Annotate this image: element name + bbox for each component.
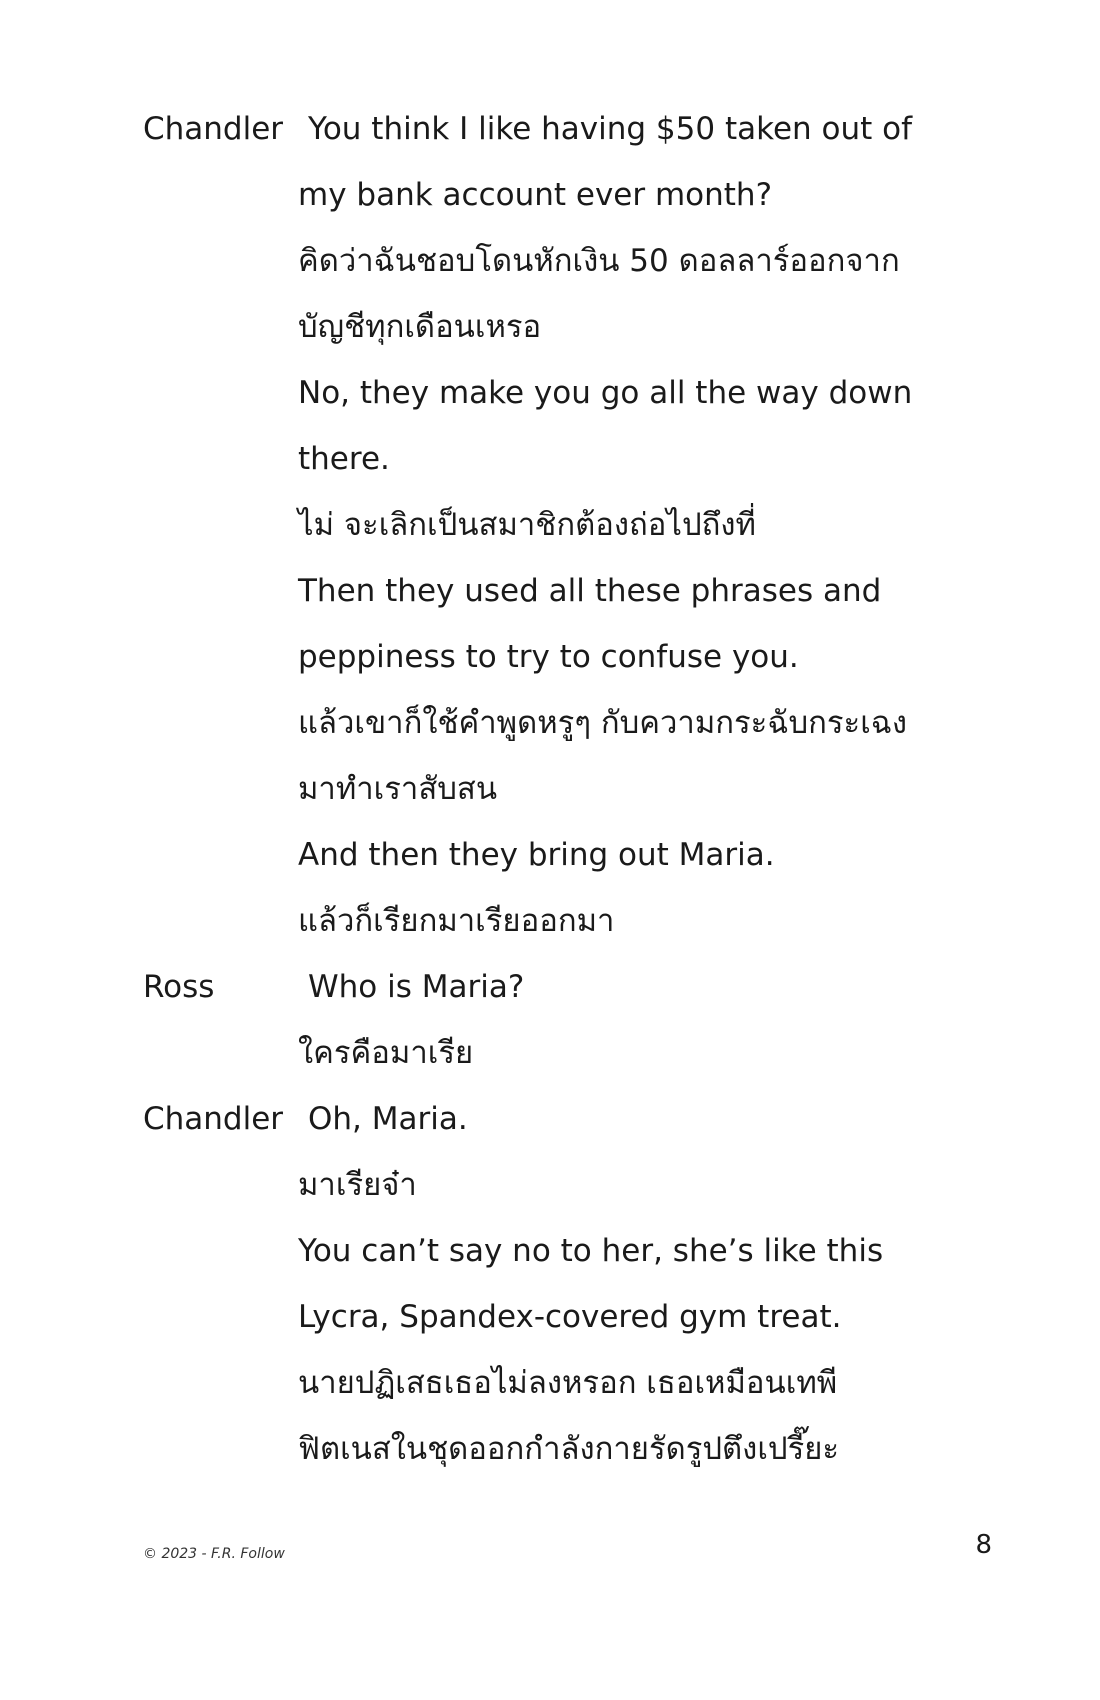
dialogue-text: Who is Maria? xyxy=(308,969,525,1005)
dialogue-text: You think I like having $50 taken out of xyxy=(308,111,913,147)
dialogue-text: there. xyxy=(298,441,390,477)
dialogue-text: แล้วก็เรียกมาเรียออกมา xyxy=(298,903,615,939)
dialogue-text: Then they used all these phrases and xyxy=(298,573,882,609)
dialogue-line xyxy=(143,954,1043,1020)
dialogue-text: คิดว่าฉันชอบโดนหักเงิน 50 ดอลลาร์ออกจาก xyxy=(298,243,900,279)
dialogue-line xyxy=(143,1152,1043,1218)
dialogue-line xyxy=(143,294,1043,360)
dialogue-text: Oh, Maria. xyxy=(308,1101,468,1137)
dialogue-text: นายปฏิเสธเธอไม่ลงหรอก เธอเหมือนเทพี xyxy=(298,1365,838,1401)
dialogue-line xyxy=(143,96,1043,162)
dialogue-line xyxy=(143,492,1043,558)
dialogue-line xyxy=(143,1284,1043,1350)
speaker-name: Ross xyxy=(143,969,215,1005)
dialogue-line xyxy=(143,360,1043,426)
dialogue-line xyxy=(143,888,1043,954)
dialogue-line xyxy=(143,690,1043,756)
dialogue-text: And then they bring out Maria. xyxy=(298,837,775,873)
dialogue-text: No, they make you go all the way down xyxy=(298,375,913,411)
dialogue-line xyxy=(143,162,1043,228)
page-number: 8 xyxy=(975,1530,992,1560)
dialogue-line xyxy=(143,1086,1043,1152)
dialogue-line xyxy=(143,1416,1043,1482)
dialogue-text: ไม่ จะเลิกเป็นสมาชิกต้องถ่อไปถึงที่ xyxy=(298,507,756,543)
dialogue-line xyxy=(143,558,1043,624)
dialogue-line xyxy=(143,624,1043,690)
dialogue-line xyxy=(143,426,1043,492)
dialogue-text: ฟิตเนสในชุดออกกำลังกายรัดรูปตึงเปรี๊ยะ xyxy=(298,1431,840,1467)
speaker-name: Chandler xyxy=(143,111,284,147)
dialogue-text: ใครคือมาเรีย xyxy=(298,1035,474,1071)
dialogue-block xyxy=(143,96,1043,1482)
dialogue-line xyxy=(143,1020,1043,1086)
dialogue-line xyxy=(143,1350,1043,1416)
dialogue-line xyxy=(143,756,1043,822)
dialogue-line xyxy=(143,822,1043,888)
copyright-notice: © 2023 - F.R. Follow xyxy=(143,1546,285,1562)
dialogue-text: แล้วเขาก็ใช้คำพูดหรูๆ กับความกระฉับกระเฉง xyxy=(298,705,908,741)
dialogue-text: บัญชีทุกเดือนเหรอ xyxy=(298,309,542,345)
dialogue-text: มาทำเราสับสน xyxy=(298,771,498,807)
dialogue-line xyxy=(143,1218,1043,1284)
dialogue-text: You can’t say no to her, she’s like this xyxy=(298,1233,884,1269)
dialogue-text: Lycra, Spandex-covered gym treat. xyxy=(298,1299,842,1335)
dialogue-text: my bank account ever month? xyxy=(298,177,773,213)
dialogue-line xyxy=(143,228,1043,294)
speaker-name: Chandler xyxy=(143,1101,284,1137)
dialogue-text: peppiness to try to confuse you. xyxy=(298,639,799,675)
dialogue-text: มาเรียจ๋า xyxy=(298,1167,417,1203)
